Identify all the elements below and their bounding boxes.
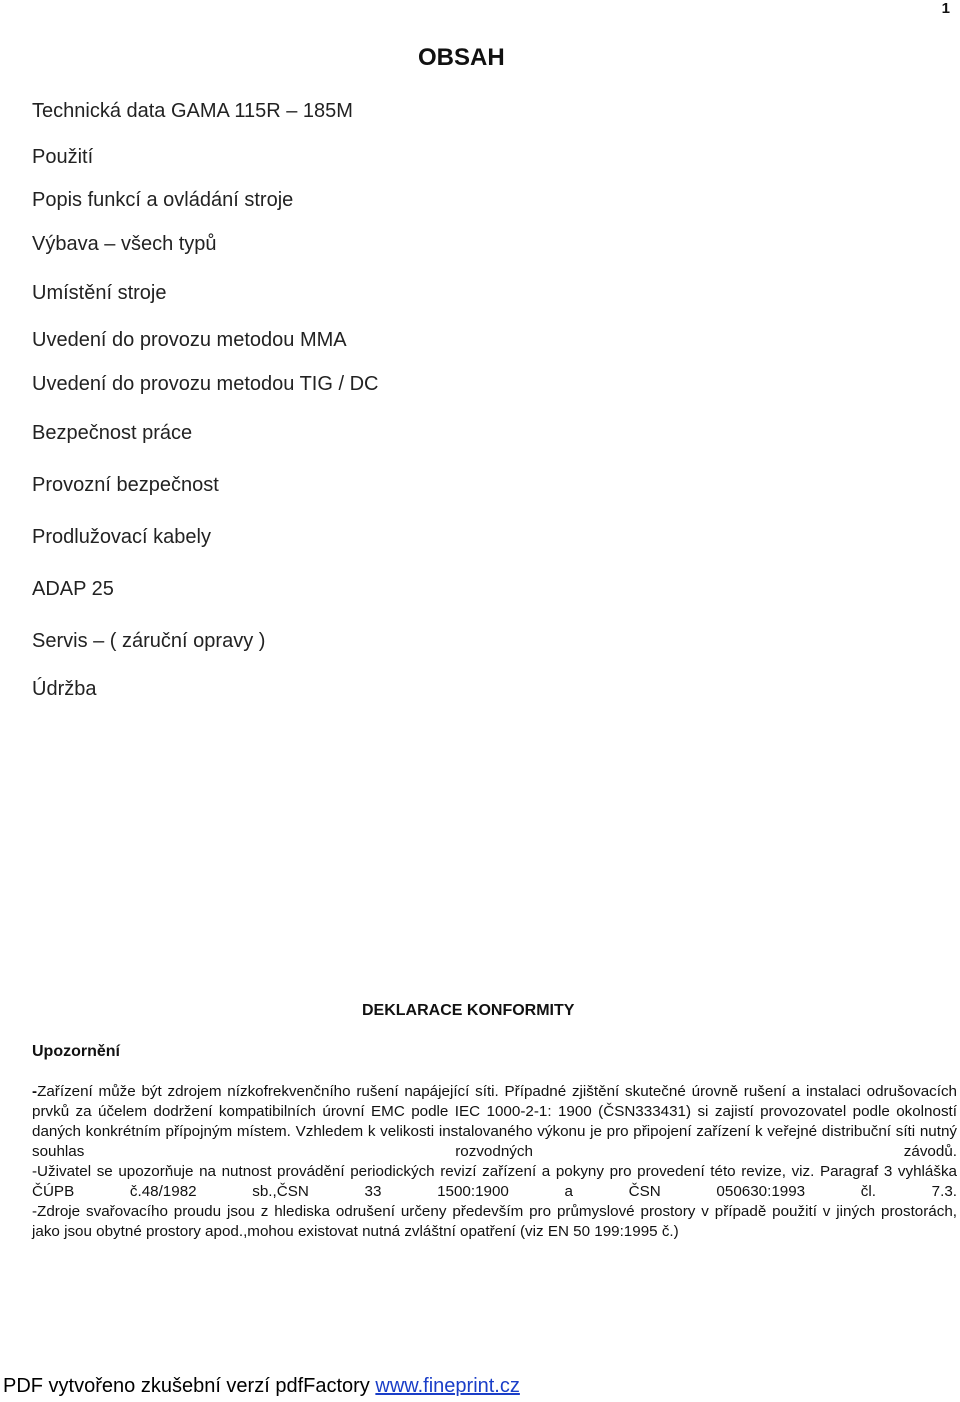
toc-item-tig: Uvedení do provozu metodou TIG / DC [32, 373, 379, 395]
toc-item-placement: Umístění stroje [32, 282, 167, 304]
paragraph-1-text: Zařízení může být zdrojem nízkofrekvenčního rušení napájející síti. Případné zjištění skutečné úrovně rušení a instalaci odrušovacích prvků za účelem dodržení kompatibilních úrovní EMC podle IEC 1000-2-1: 1900 (ČSN333431) si zajistí provozovatel podle okolností daných konkrétním přípojným místem. Vzhledem k velikosti instalovaného výkonu je pro připojení zařízení k veřejné distribuční síti nutný souhlas rozvodných závodů. [32, 1083, 957, 1160]
declaration-title: DEKLARACE KONFORMITY [362, 1002, 575, 1019]
toc-item-usage: Použití [32, 146, 94, 168]
declaration-paragraph-3: -Zdroje svařovacího proudu jsou z hlediska odrušení určeny především pro průmyslové prostory v případě použití v jiných prostorách, jako jsou obytné prostory apod.,mohou existovat nutná zvláštní opatření (viz EN 50 199:1995 č.) [32, 1203, 957, 1240]
declaration-body [32, 1082, 957, 1242]
toc-item-equipment: Výbava – všech typů [32, 233, 217, 255]
toc-item-maintenance: Údržba [32, 678, 97, 700]
declaration-paragraph-2: -Uživatel se upozorňuje na nutnost provádění periodických revizí zařízení a pokyny pro provedení této revize, viz. Paragraf 3 vyhláška ČÚPB č.48/1982 sb.,ČSN 33 1500:1900 a ČSN 050630:1993 čl. 7.3. [32, 1163, 957, 1200]
footer-link[interactable]: www.fineprint.cz [375, 1375, 520, 1397]
pdf-footer [3, 1375, 520, 1398]
toc-item-functions: Popis funkcí a ovládání stroje [32, 189, 294, 211]
paragraph-lead-dash: - [32, 1083, 38, 1100]
toc-item-technical-data: Technická data GAMA 115R – 185M [32, 100, 353, 122]
toc-item-extension-cables: Prodlužovací kabely [32, 526, 211, 548]
toc-title: OBSAH [418, 44, 505, 71]
page-number: 1 [941, 0, 950, 17]
footer-text: PDF vytvořeno zkušební verzí pdfFactory [3, 1375, 376, 1397]
toc-item-adap25: ADAP 25 [32, 578, 114, 600]
toc-item-mma: Uvedení do provozu metodou MMA [32, 329, 347, 351]
warning-heading: Upozornění [32, 1043, 120, 1060]
toc-item-operational-safety: Provozní bezpečnost [32, 474, 219, 496]
toc-item-service: Servis – ( záruční opravy ) [32, 630, 266, 652]
declaration-paragraph-1 [32, 1082, 957, 1162]
toc-item-work-safety: Bezpečnost práce [32, 422, 193, 444]
